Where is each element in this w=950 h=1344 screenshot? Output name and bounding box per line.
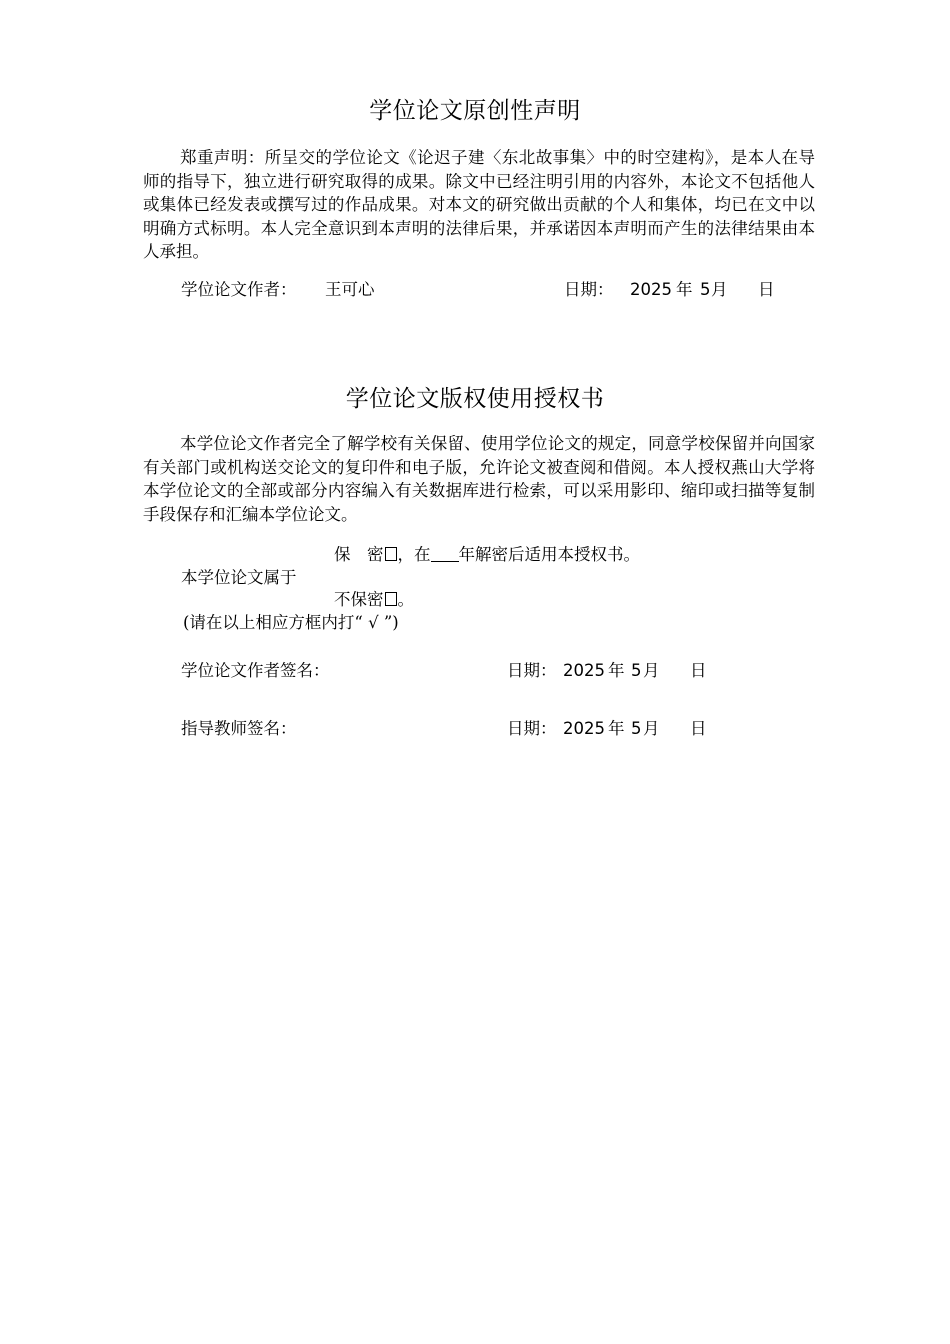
declaration-year-char: 年	[676, 280, 693, 299]
declaration-author-name: 王可心	[325, 280, 375, 299]
declaration-month-char: 月	[711, 280, 728, 299]
author-month-char: 月	[643, 661, 660, 680]
not-secret-option	[334, 589, 414, 611]
advisor-sign-label: 指导教师签名：	[181, 719, 297, 738]
belongs-label: 本学位论文属于	[181, 568, 297, 587]
declaration-date-label: 日期：	[564, 280, 614, 299]
advisor-day-char: 日	[690, 719, 707, 738]
author-day-char: 日	[690, 661, 707, 680]
secret-tail-2: 年解密后适用本授权书。	[458, 545, 640, 564]
author-date-month: 5	[631, 661, 642, 680]
declaration-author-label: 学位论文作者：	[181, 280, 297, 299]
advisor-date-month: 5	[631, 719, 642, 738]
declaration-date-year: 2025	[630, 280, 672, 299]
author-date-year: 2025	[563, 661, 605, 680]
author-sign-label: 学位论文作者签名：	[181, 661, 330, 680]
years-blank[interactable]	[431, 547, 459, 562]
advisor-date-label: 日期：	[507, 719, 557, 738]
declaration-date-month: 5	[700, 280, 711, 299]
advisor-month-char: 月	[643, 719, 660, 738]
secret-label: 保 密	[334, 545, 384, 564]
declaration-day-char: 日	[758, 280, 775, 299]
not-secret-tail: 。	[397, 590, 414, 609]
secret-tail-1: ，在	[397, 545, 431, 564]
advisor-year-char: 年	[608, 719, 625, 738]
advisor-date-year: 2025	[563, 719, 605, 738]
authorization-title: 学位论文版权使用授权书	[345, 386, 605, 412]
secret-checkbox[interactable]	[385, 547, 397, 561]
declaration-text: 郑重声明：所呈交的学位论文《论迟子建〈东北故事集〉中的时空建构》，是本人在导师的指导下，独立进行研究取得的成果。除文中已经注明引用的内容外，本论文不包括他人或集体已经发表或撰写过的作品成果。对本文的研究做出贡献的个人和集体，均已在文中以明确方式标明。本人完全意识到本声明的法律后果，并承诺因本声明而产生的法律结果由本人承担。	[143, 148, 815, 261]
not-secret-checkbox[interactable]	[385, 592, 397, 606]
not-secret-label: 不保密	[334, 590, 384, 609]
authorization-text: 本学位论文作者完全了解学校有关保留、使用学位论文的规定，同意学校保留并向国家有关部门或机构送交论文的复印件和电子版，允许论文被查阅和借阅。本人授权燕山大学将本学位论文的全部或部分内容编入有关数据库进行检索，可以采用影印、缩印或扫描等复制手段保存和汇编本学位论文。	[143, 434, 815, 524]
declaration-title: 学位论文原创性声明	[369, 98, 581, 124]
check-instruction: (请在以上相应方框内打“ √ ”)	[183, 613, 399, 632]
author-date-label: 日期：	[507, 661, 557, 680]
author-year-char: 年	[608, 661, 625, 680]
secret-option	[334, 544, 640, 566]
